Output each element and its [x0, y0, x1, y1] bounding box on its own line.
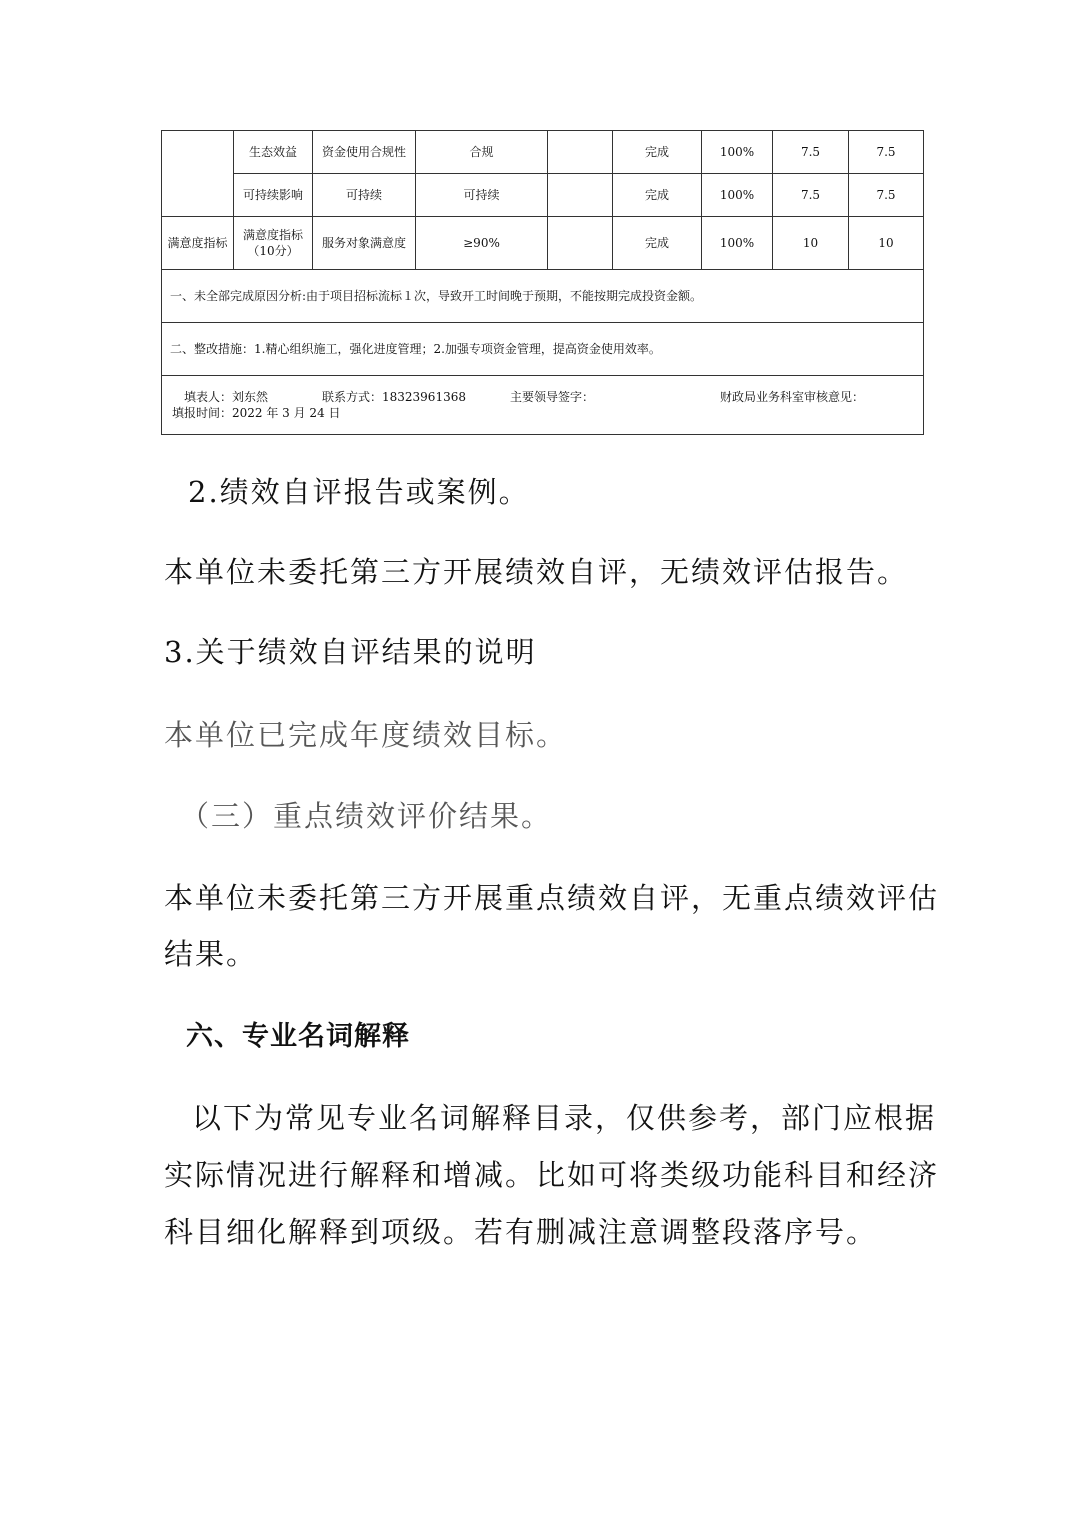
status-cell: 完成	[613, 217, 702, 270]
paragraph: 实际情况进行解释和增减。比如可将类级功能科目和经济	[164, 1158, 940, 1192]
subcategory-cell: 生态效益	[234, 131, 313, 174]
subcategory-cell: 可持续影响	[234, 174, 313, 217]
table-row	[162, 131, 924, 174]
paragraph: 科目细化解释到项级。若有删减注意调整段落序号。	[164, 1215, 878, 1249]
leader-signature-label: 主要领导签字：	[510, 390, 595, 404]
category-cell: 满意度指标	[162, 217, 234, 270]
weight-cell: 7.5	[773, 174, 849, 217]
section-heading-glossary: 六、专业名词解释	[186, 1021, 410, 1052]
paragraph: 本单位未委托第三方开展重点绩效自评，无重点绩效评估	[164, 881, 940, 915]
target-cell: ≥90%	[416, 217, 548, 270]
score-cell: 10	[849, 217, 924, 270]
table-row	[162, 376, 924, 435]
category-cell	[162, 131, 234, 217]
score-cell: 7.5	[849, 131, 924, 174]
signature-cell	[162, 376, 924, 435]
rate-cell: 100%	[702, 131, 773, 174]
rate-cell: 100%	[702, 217, 773, 270]
indicator-cell: 资金使用合规性	[313, 131, 416, 174]
subcategory-cell: 满意度指标（10分）	[234, 217, 313, 270]
actual-cell	[548, 217, 613, 270]
rate-cell: 100%	[702, 174, 773, 217]
paragraph: 以下为常见专业名词解释目录，仅供参考，部门应根据	[192, 1101, 937, 1135]
table-row	[162, 174, 924, 217]
indicator-cell: 服务对象满意度	[313, 217, 416, 270]
performance-table	[161, 130, 924, 435]
measures-note: 二、整改措施：1.精心组织施工，强化进度管理；2.加强专项资金管理，提高资金使用效率。	[162, 323, 924, 376]
paragraph: 本单位已完成年度绩效目标。	[164, 718, 568, 752]
section-heading-self-eval-notes: 3.关于绩效自评结果的说明	[164, 635, 537, 669]
filler-label: 填表人：刘东然	[184, 390, 269, 404]
section-heading-key-evaluation: （三）重点绩效评价结果。	[180, 799, 553, 833]
score-cell: 7.5	[849, 174, 924, 217]
review-label: 财政局业务科室审核意见：	[720, 390, 865, 404]
weight-cell: 10	[773, 217, 849, 270]
weight-cell: 7.5	[773, 131, 849, 174]
indicator-cell: 可持续	[313, 174, 416, 217]
status-cell: 完成	[613, 174, 702, 217]
table-row	[162, 323, 924, 376]
fill-date-label: 填报时间：2022 年 3 月 24 日	[172, 406, 341, 420]
paragraph: 结果。	[164, 937, 258, 971]
contact-label: 联系方式：18323961368	[322, 390, 466, 404]
target-cell: 合规	[416, 131, 548, 174]
table-row	[162, 217, 924, 270]
target-cell: 可持续	[416, 174, 548, 217]
reason-note: 一、未全部完成原因分析:由于项目招标流标１次，导致开工时间晚于预期，不能按期完成投资金额。	[162, 270, 924, 323]
section-heading-self-eval-report: 2.绩效自评报告或案例。	[188, 475, 530, 509]
actual-cell	[548, 174, 613, 217]
paragraph: 本单位未委托第三方开展绩效自评，无绩效评估报告。	[164, 555, 909, 589]
actual-cell	[548, 131, 613, 174]
status-cell: 完成	[613, 131, 702, 174]
table-row	[162, 270, 924, 323]
